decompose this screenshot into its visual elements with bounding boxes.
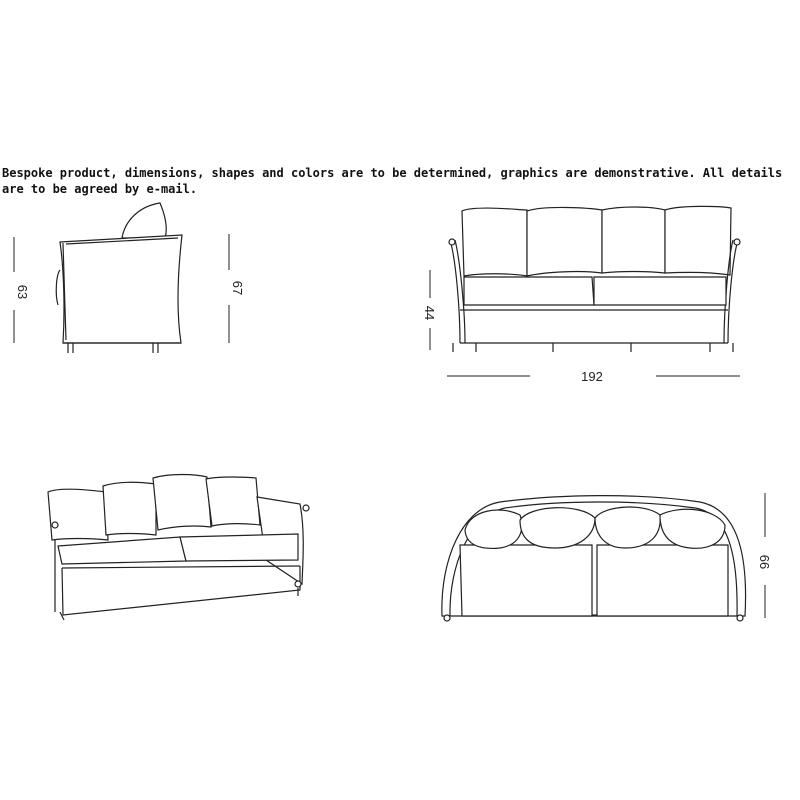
dim-label-63: 63 xyxy=(15,284,30,300)
dim-label-44: 44 xyxy=(422,305,437,321)
perspective-cushion xyxy=(103,482,156,535)
dim-label-66: 66 xyxy=(757,554,772,570)
perspective-cushion xyxy=(153,475,211,531)
perspective-seat-cushion xyxy=(180,534,298,561)
perspective-cushion xyxy=(48,489,108,540)
top-view xyxy=(442,493,772,621)
front-cushion xyxy=(602,207,665,273)
side-view-back-cushion xyxy=(122,203,166,238)
dim-label-192: 192 xyxy=(581,369,603,384)
side-view xyxy=(14,203,245,353)
front-seat-cushion xyxy=(594,277,726,305)
dim-label-67: 67 xyxy=(230,280,245,296)
top-view-seat xyxy=(460,545,592,616)
front-cushion xyxy=(665,206,731,275)
front-seat-cushion xyxy=(464,277,594,305)
perspective-cushion xyxy=(206,477,260,526)
side-view-armrest-curve xyxy=(56,270,60,305)
perspective-seat-cushion xyxy=(58,537,186,564)
front-view xyxy=(422,206,740,384)
perspective-view xyxy=(48,475,309,621)
side-view-body xyxy=(60,235,182,343)
top-view-seat xyxy=(597,545,728,616)
front-cushion xyxy=(527,207,602,276)
front-cushion xyxy=(462,208,527,276)
disclaimer-text: Bespoke product, dimensions, shapes and colors are to be determined, graphics are demonstrative. All details are to be agreed by e-mail. xyxy=(2,166,783,196)
